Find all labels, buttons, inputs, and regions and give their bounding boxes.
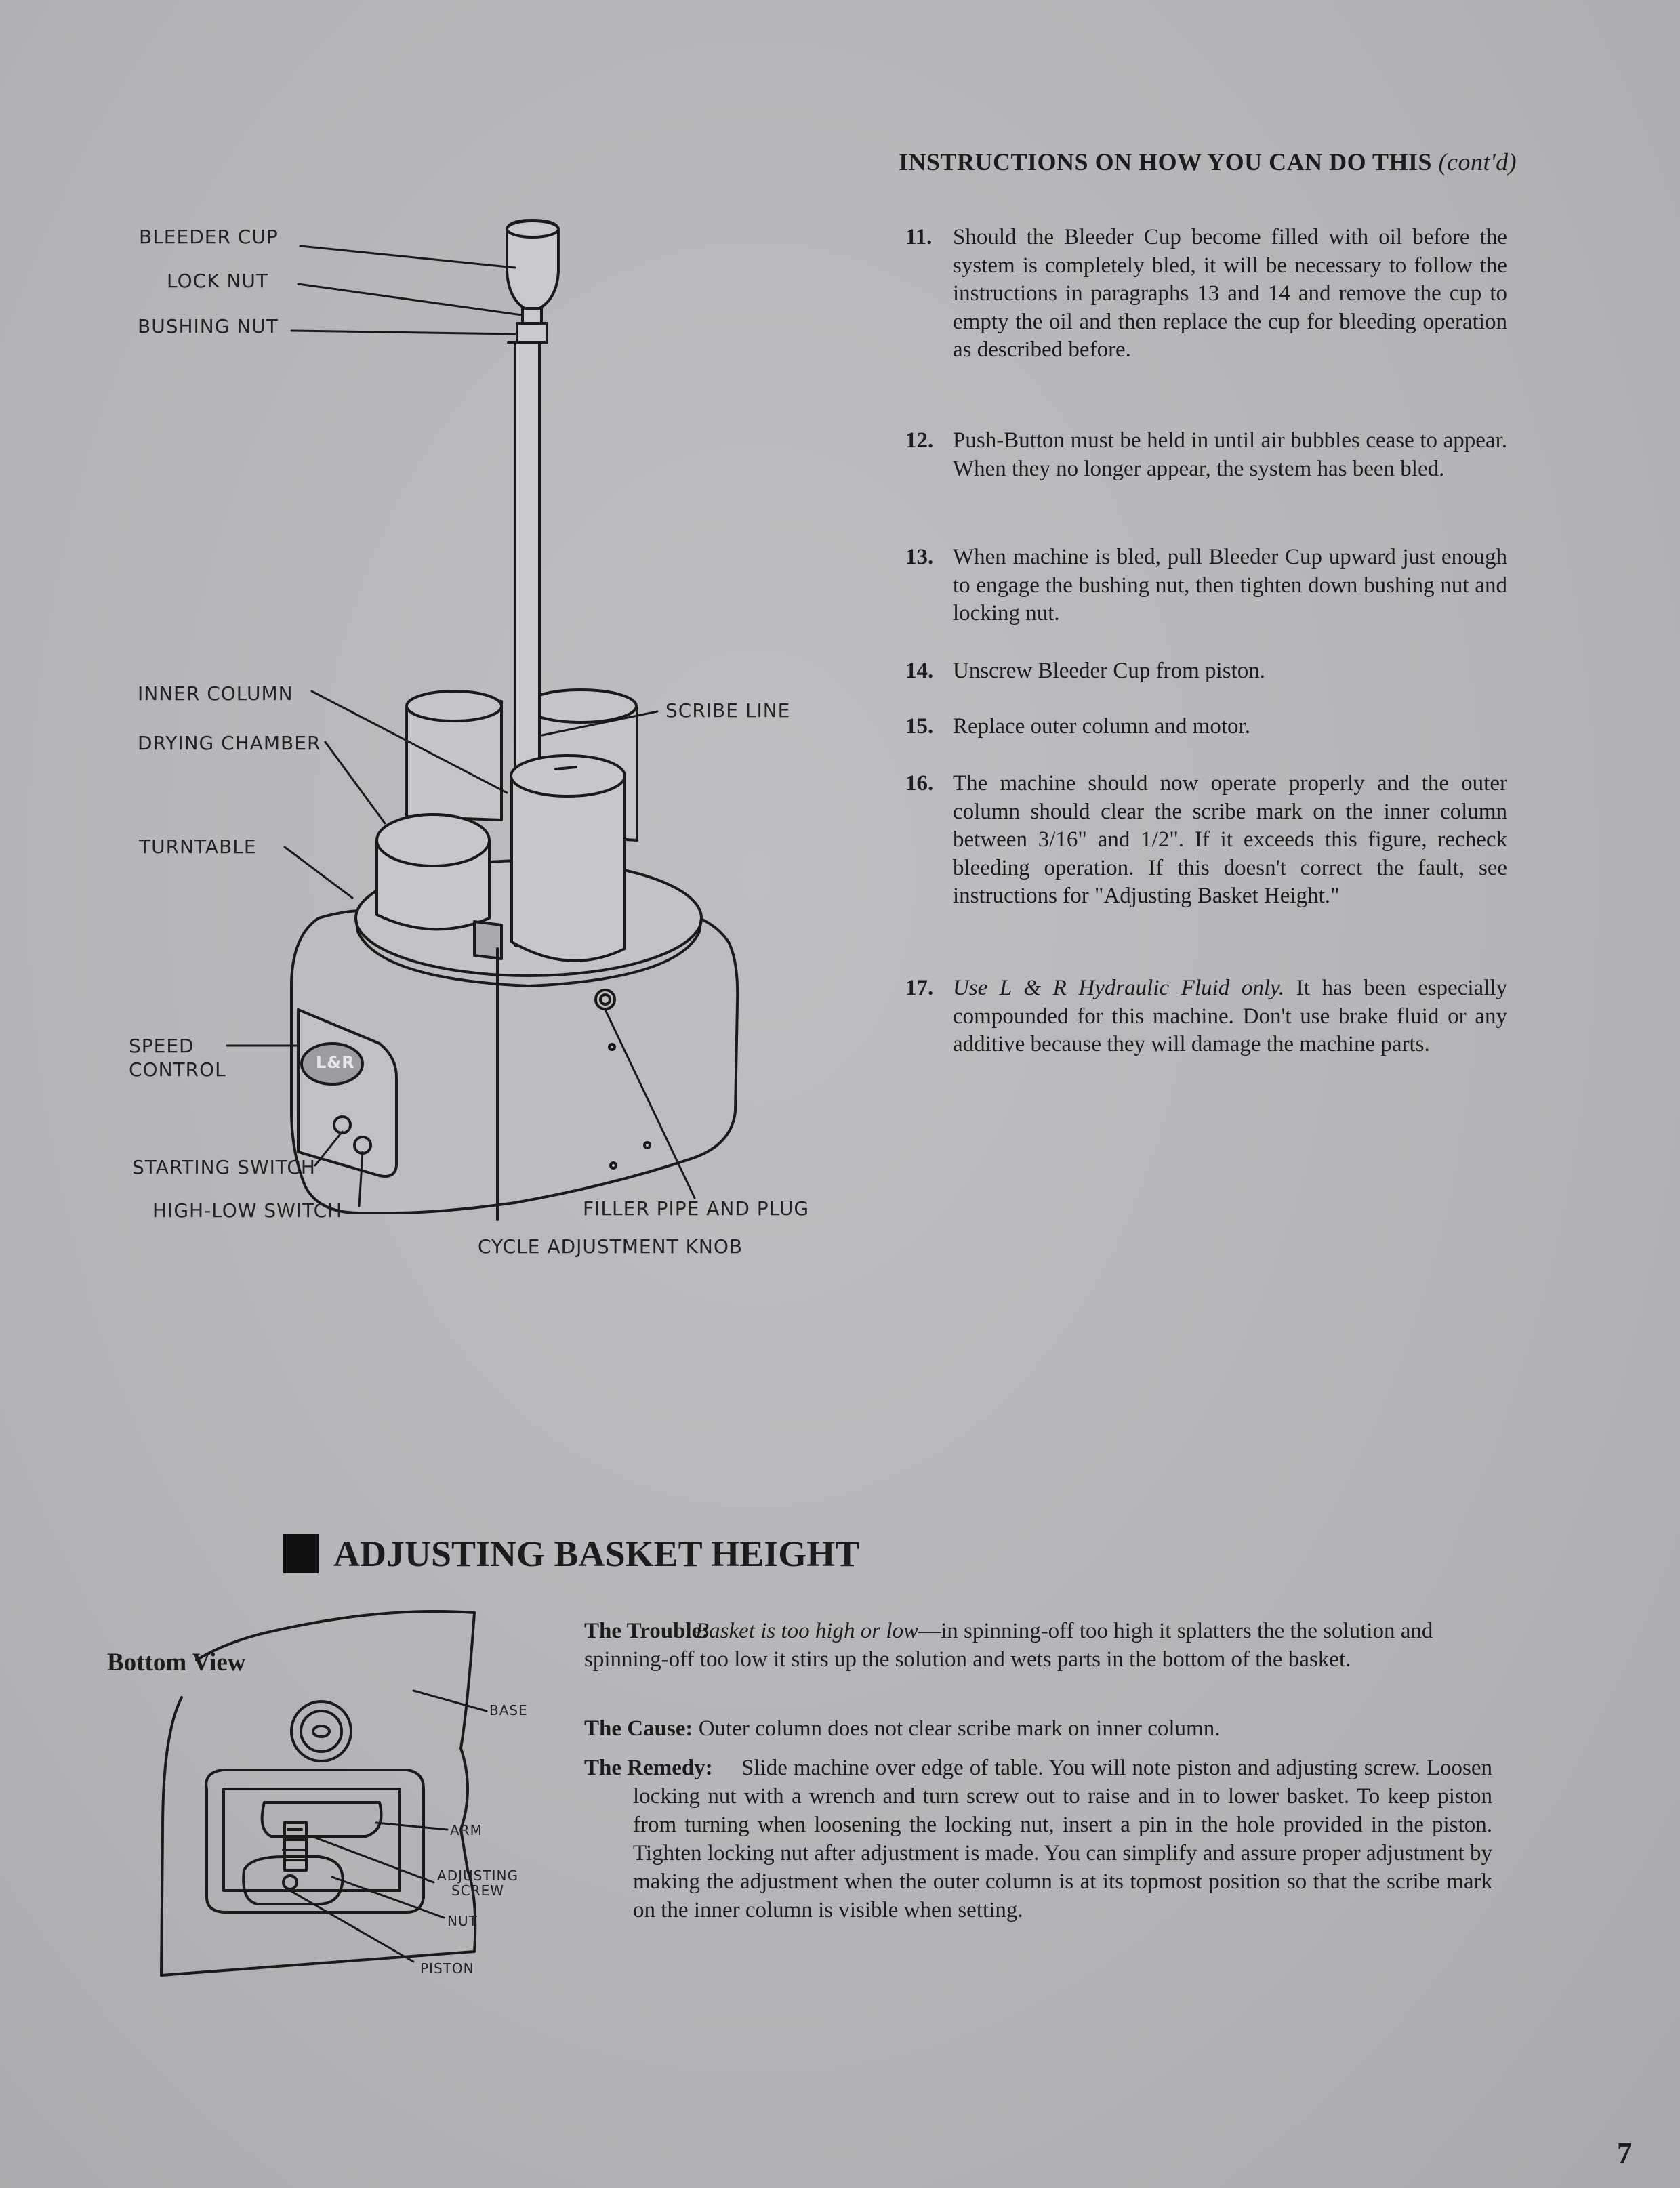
label-bleeder-cup: BLEEDER CUP — [139, 226, 279, 248]
header-contd: (cont'd) — [1438, 148, 1517, 176]
label-filler-pipe: FILLER PIPE AND PLUG — [583, 1197, 810, 1220]
trouble-paragraph — [584, 1617, 1492, 1674]
label-piston: PISTON — [420, 1960, 474, 1977]
step-number: 16. — [905, 771, 934, 796]
cause-paragraph — [584, 1714, 1492, 1743]
label-lock-nut: LOCK NUT — [167, 270, 268, 292]
step-number: 17. — [905, 976, 934, 1000]
step-number: 15. — [905, 714, 934, 739]
step-text: Push-Button must be held in until air bubbles cease to appear. When they no longer appear, the system has been bled. — [953, 428, 1507, 481]
trouble-lead: The Trouble: — [584, 1619, 710, 1643]
label-adjusting-1: ADJUSTING — [437, 1867, 518, 1884]
label-nut: NUT — [447, 1913, 478, 1929]
trouble-italic: Basket is too high or low — [695, 1619, 919, 1643]
base-outline — [161, 1611, 475, 1975]
section-title-text: ADJUSTING BASKET HEIGHT — [333, 1533, 860, 1574]
step-text: The machine should now operate properly and the outer column should clear the scribe mark on the inner column between 3/16" and 1/2". If it exceeds this figure, recheck bleeding operation. If this doesn't correct the fault, see instructions for "Adjusting Basket Height." — [953, 771, 1507, 908]
step-text-rest: It has been especially compounded for this machine. Don't use brake fluid or any additive because they will damage the machine parts. — [953, 976, 1508, 1056]
step-text: When machine is bled, pull Bleeder Cup upward just enough to engage the bushing nut, then tighten down bushing nut and locking nut. — [953, 545, 1507, 625]
remedy-text: Slide machine over edge of table. You will note piston and adjusting screw. Loosen locking nut with a wrench and turn screw out to raise and in to lower basket. To keep piston from turning when loosening the locking nut, insert a pin in the hole provided in the piston. Tighten locking nut after adjustment is made. You can simplify and assure proper adjustment by making the adjustment when the outer column is at its topmost position so that the scribe mark on the inner column is visible when setting. — [633, 1756, 1492, 1922]
header-title: INSTRUCTIONS ON HOW YOU CAN DO THIS — [899, 148, 1432, 176]
step-number: 13. — [905, 545, 934, 569]
label-drying-chamber: DRYING CHAMBER — [138, 732, 321, 754]
label-scribe-line: SCRIBE LINE — [665, 699, 791, 722]
label-base: BASE — [489, 1702, 528, 1718]
step-text: Unscrew Bleeder Cup from piston. — [953, 659, 1265, 683]
label-bushing-nut: BUSHING NUT — [138, 315, 279, 337]
arm — [262, 1802, 382, 1836]
page-number: 7 — [1617, 2137, 1632, 2170]
step-number: 14. — [905, 659, 934, 683]
remedy-paragraph — [584, 1754, 1492, 1924]
step-number: 11. — [905, 225, 933, 249]
label-turntable: TURNTABLE — [139, 835, 257, 858]
label-high-low-switch: HIGH-LOW SWITCH — [152, 1199, 343, 1222]
step-text-italic: Use L & R Hydraulic Fluid only. — [953, 976, 1285, 1000]
bottom-view-label: Bottom View — [107, 1649, 246, 1676]
brand-logo-text: L&R — [316, 1053, 355, 1072]
step-number: 12. — [905, 428, 934, 453]
label-cycle-knob: CYCLE ADJUSTMENT KNOB — [478, 1235, 743, 1258]
label-adjusting-2: SCREW — [451, 1882, 504, 1899]
label-arm: ARM — [450, 1822, 483, 1838]
trouble-text: —in spinning-off too high it splatters the the solution and spinning-off too low it stirs up the solution and wets parts in the bottom of the basket. — [584, 1619, 1433, 1672]
cause-text: Outer column does not clear scribe mark on inner column. — [698, 1716, 1221, 1741]
cause-lead: The Cause: — [584, 1716, 693, 1741]
label-starting-switch: STARTING SWITCH — [132, 1156, 316, 1178]
label-adjusting-screw — [434, 1868, 522, 1898]
remedy-lead: The Remedy: — [584, 1756, 713, 1780]
step-text: Replace outer column and motor. — [953, 714, 1250, 739]
label-speed-control-1: SPEED — [129, 1035, 194, 1057]
piston — [243, 1857, 342, 1904]
label-speed-control-2: CONTROL — [129, 1058, 226, 1081]
step-text: Should the Bleeder Cup become filled with oil before the system is completely bled, it will be necessary to follow the instructions in paragraphs 13 and 14 and remove the cup to empty the oil and then replace the cup for bleeding operation as described before. — [953, 225, 1507, 362]
label-inner-column: INNER COLUMN — [138, 682, 293, 705]
